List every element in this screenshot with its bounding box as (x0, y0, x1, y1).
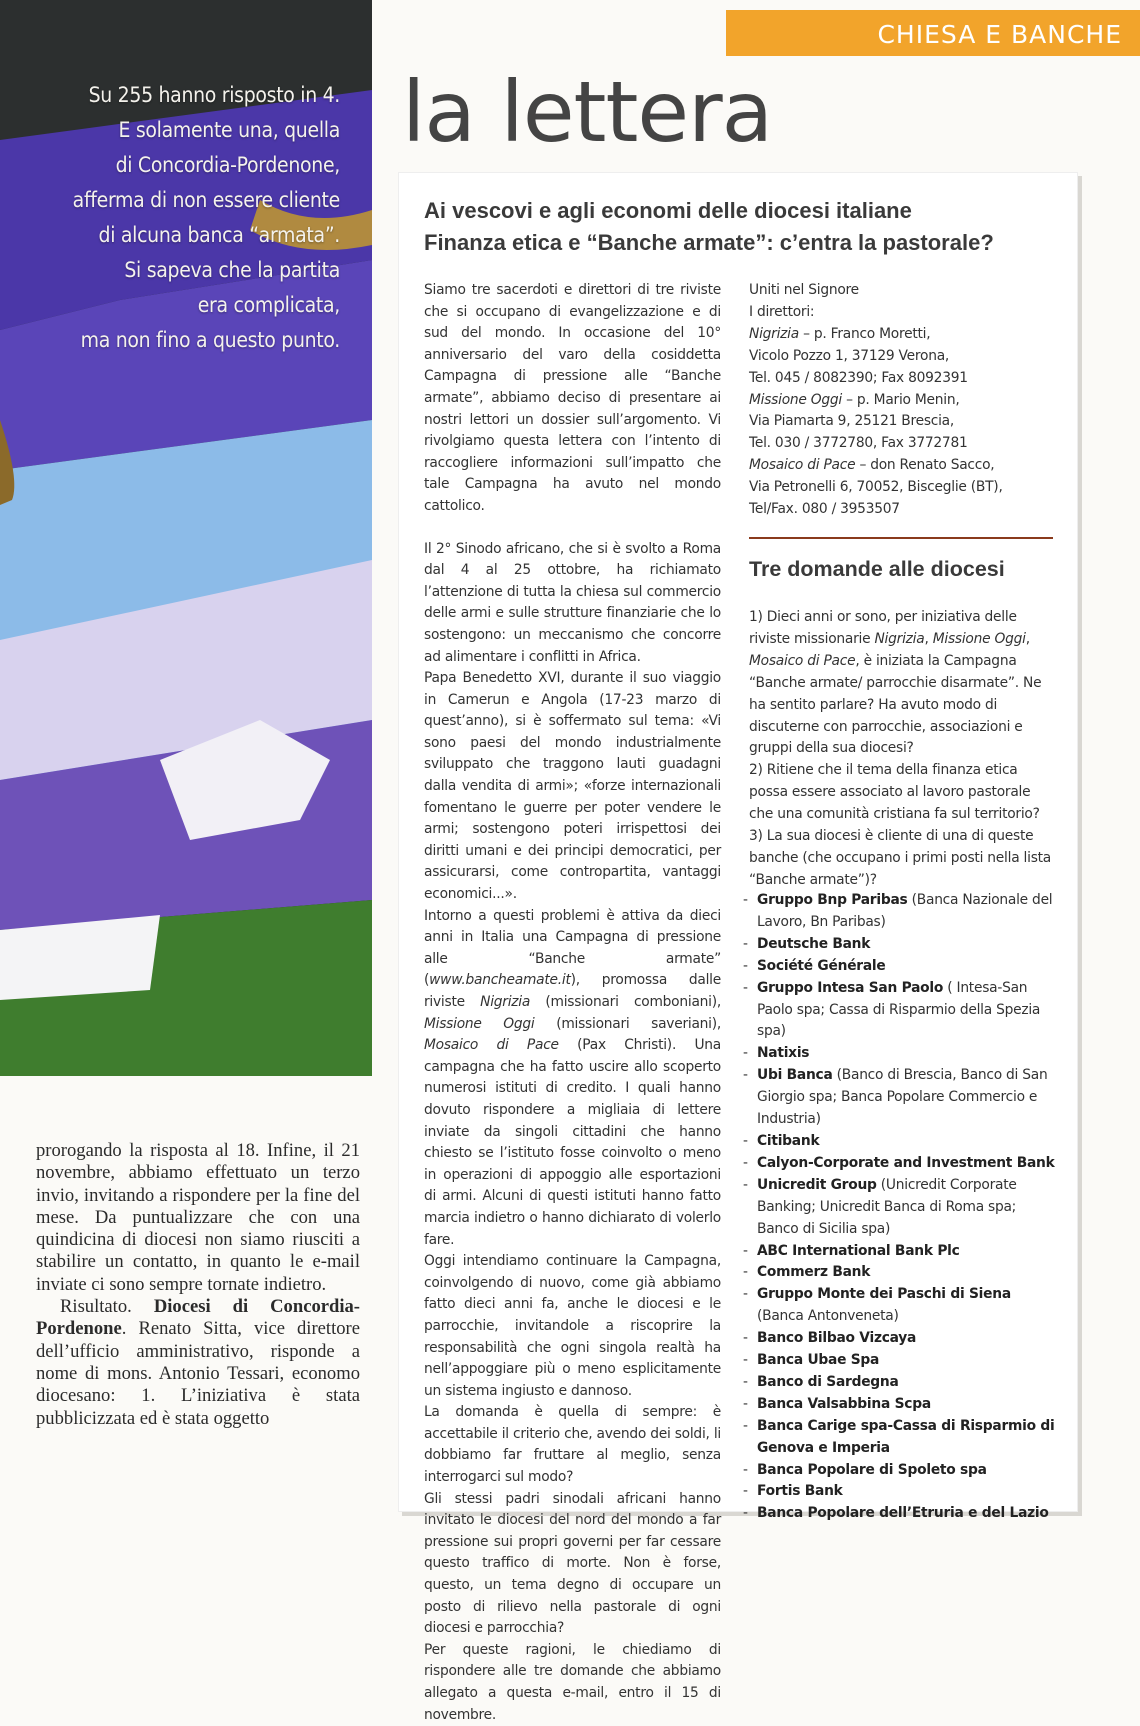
letter-paragraph: Il 2° Sinodo africano, che si è svolto a Roma dal 4 al 25 ottobre, ha richiamato l’attenzione di tutta la chiesa sul commercio delle armi e sulle strutture finanziarie che lo sostengono: un meccanismo che concorre ad alimentare i conflitti in Africa. (424, 540, 721, 665)
bank-item: - Gruppo Intesa San Paolo ( Intesa-San Paolo spa; Cassa di Risparmio della Spezia spa) (743, 978, 1055, 1044)
letter-body-column (424, 280, 721, 1726)
article-paragraph: prorogando la risposta al 18. Infine, il 21 novembre, abbiamo effettuato un terzo invio, invitando a rispondere per la fine del mese. Da puntualizzare che con una quindicina di diocesi non siamo riusciti a stabilire un contatto, in quanto le e-mail inviate ci sono sempre tornate indietro. (36, 1140, 360, 1295)
bank-item: - Calyon-Corporate and Investment Bank (743, 1153, 1055, 1175)
letter-title (424, 195, 1074, 259)
bank-item: - Unicredit Group (Unicredit Corporate Banking; Unicredit Banca di Roma spa; Banco di Sicilia spa) (743, 1175, 1055, 1241)
bank-item: - Banca Ubae Spa (743, 1350, 1055, 1372)
bank-item: - ABC International Bank Plc (743, 1241, 1055, 1263)
bank-item: - Banco Bilbao Vizcaya (743, 1328, 1055, 1350)
bank-item: - Ubi Banca (Banco di Brescia, Banco di San Giorgio spa; Banca Popolare Commercio e Industria) (743, 1065, 1055, 1131)
question-item: 1) Dieci anni or sono, per iniziativa delle riviste missionarie Nigrizia, Missione Oggi, Mosaico di Pace, è iniziata la Campagna “Banche armate/ parrocchie disarmate”. Ne ha sentito parlare? Ha avuto modo di discuterne con parrocchie, associazioni e gruppi della sua diocesi? (749, 609, 1042, 757)
letter-title-line1: Ai vescovi e agli economi delle diocesi italiane (424, 198, 912, 223)
section-header (726, 10, 1140, 56)
bank-item: - Banca Popolare dell’Etruria e del Lazio (743, 1503, 1055, 1525)
bank-item: - Banca Carige spa-Cassa di Risparmio di Genova e Imperia (743, 1416, 1055, 1460)
section-label: CHIESA E BANCHE (877, 20, 1122, 49)
bank-item: - Gruppo Monte dei Paschi di Siena (Banca Antonveneta) (743, 1284, 1055, 1328)
pull-quote-line: era complicata, (197, 293, 340, 317)
pull-quote-line: di Concordia-Pordenone, (115, 153, 340, 177)
letter-paragraph: Per queste ragioni, le chiediamo di rispondere alle tre domande che abbiamo allegato a questa e-mail, entro il 15 di novembre. (424, 1641, 721, 1723)
page-headline: la lettera (402, 63, 773, 161)
letter-paragraph: Papa Benedetto XVI, durante il suo viaggio in Camerun e Angola (17-23 marzo di quest’anno), si è soffermato sul tema: «Vi sono paesi del mondo industrialmente sviluppato che traggono lauti guadagni dalla vendita di armi»; «forze internazionali fomentano le guerre per poter vendere le armi; sostengono poteri irrispettosi dei diritti umani e dei principi democratici, per assicurarsi, come contropartita, vantaggi economici...». (424, 670, 721, 903)
website-link: www.bancheamate.it (429, 972, 571, 989)
bank-item: - Deutsche Bank (743, 934, 1055, 956)
bank-item: - Banca Valsabbina Scpa (743, 1394, 1055, 1416)
pull-quote-line: Su 255 hanno risposto in 4. (88, 83, 340, 107)
letter-paragraph: Intorno a questi problemi è attiva da dieci anni in Italia una Campagna di pressione alle “Banche armate” (www.bancheamate.it), promossa dalle riviste Nigrizia (missionari comboniani), Missione Oggi (missionari saveriani), Mosaico di Pace (Pax Christi). Una campagna che ha fatto uscire allo scoperto numerosi istituti di credito. I quali hanno dovuto rispondere a migliaia di lettere inviate da singoli cittadini che hanno chiesto se l’istituto fosse coinvolto o meno in operazioni di appoggio alle esportazioni di armi. Alcuni di questi istituti hanno fatto marcia indietro o hanno dichiarato di volerlo fare. (424, 907, 721, 1248)
pull-quote-line: Si sapeva che la partita (124, 258, 340, 282)
pull-quote (0, 78, 340, 358)
bank-item: - Banca Popolare di Spoleto spa (743, 1460, 1055, 1482)
article-paragraph: Risultato. Diocesi di Concordia-Pordenone. Renato Sitta, vice direttore dell’ufficio amministrativo, risponde a nome di mons. Antonio Tessari, economo diocesano: 1. L’iniziativa è stata pubblicizzata ed è stata oggetto (36, 1296, 360, 1429)
letter-paragraph: Gli stessi padri sinodali africani hanno invitato le diocesi del nord del mondo a far pressione sui propri governi per far cessare questo traffico di morte. Non è forse, questo, un tema degno di occupare un posto di rilievo nella pastorale di ogni diocesi e parrocchia? (424, 1490, 721, 1637)
question-item: 3) La sua diocesi è cliente di una di queste banche (che occupano i primi posti nella lista “Banche armate”)? (749, 828, 1052, 888)
letter-title-line2: Finanza etica e “Banche armate”: c’entra la pastorale? (424, 230, 994, 255)
bank-item: - Natixis (743, 1043, 1055, 1065)
banks-list (743, 890, 1055, 1525)
bank-item: - Fortis Bank (743, 1481, 1055, 1503)
pull-quote-line: E solamente una, quella (118, 118, 340, 142)
pull-quote-line: afferma di non essere cliente (72, 188, 340, 212)
pull-quote-line: ma non fino a questo punto. (80, 328, 340, 352)
questions-title: Tre domande alle diocesi (749, 557, 1005, 581)
article-body (36, 1140, 360, 1430)
bank-item: - Société Générale (743, 956, 1055, 978)
bank-item: - Banco di Sardegna (743, 1372, 1055, 1394)
letter-signature: Uniti nel Signore I direttori: Nigrizia – p. Franco Moretti, Vicolo Pozzo 1, 37129 Verona, Tel. 045 / 8082390; Fax 8092391 Missione Oggi – p. Mario Menin, Via Piamarta 9, 25121 Brescia, Tel. 030 / 3772780, Fax 3772781 Mosaico di Pace – don Renato Sacco, Via Petronelli 6, 70052, Bisceglie (BT), Tel/Fax. 080 / 3953507 (749, 282, 1003, 518)
letter-paragraph: La domanda è quella di sempre: è accettabile il criterio che, avendo dei soldi, li dobbiamo far fruttare al meglio, senza interrogarci sul modo? (424, 1404, 721, 1486)
questions-list (749, 607, 1054, 892)
bank-item: - Citibank (743, 1131, 1055, 1153)
question-item: 2) Ritiene che il tema della finanza etica possa essere associato al lavoro pastorale che una comunità cristiana fa sul territorio? (749, 762, 1040, 823)
bank-item: - Commerz Bank (743, 1262, 1055, 1284)
letter-paragraph: Oggi intendiamo continuare la Campagna, coinvolgendo di nuovo, come già abbiamo fatto dieci anni fa, anche le diocesi e le parrocchie, invitandole a riscoprire la responsabilità che ogni singola realtà ha nell’appoggiare più o meno esplicitamente un sistema ingiusto e dannoso. (424, 1253, 721, 1399)
section-divider (749, 537, 1053, 539)
pull-quote-line: di alcuna banca “armata”. (98, 223, 340, 247)
letter-paragraph: Siamo tre sacerdoti e direttori di tre riviste che si occupano di evangelizzazione e di sud del mondo. In occasione del 10° anniversario del varo della cosiddetta Campagna di pressione alle “Banche armate”, abbiamo deciso di presentare ai nostri lettori un dossier sull’argomento. Vi rivolgiamo questa lettera con l’intento di raccogliere informazioni sull’impatto che tale Campagna ha avuto nel mondo cattolico. (424, 282, 721, 514)
bank-item: - Gruppo Bnp Paribas (Banca Nazionale del Lavoro, Bn Paribas) (743, 890, 1055, 934)
